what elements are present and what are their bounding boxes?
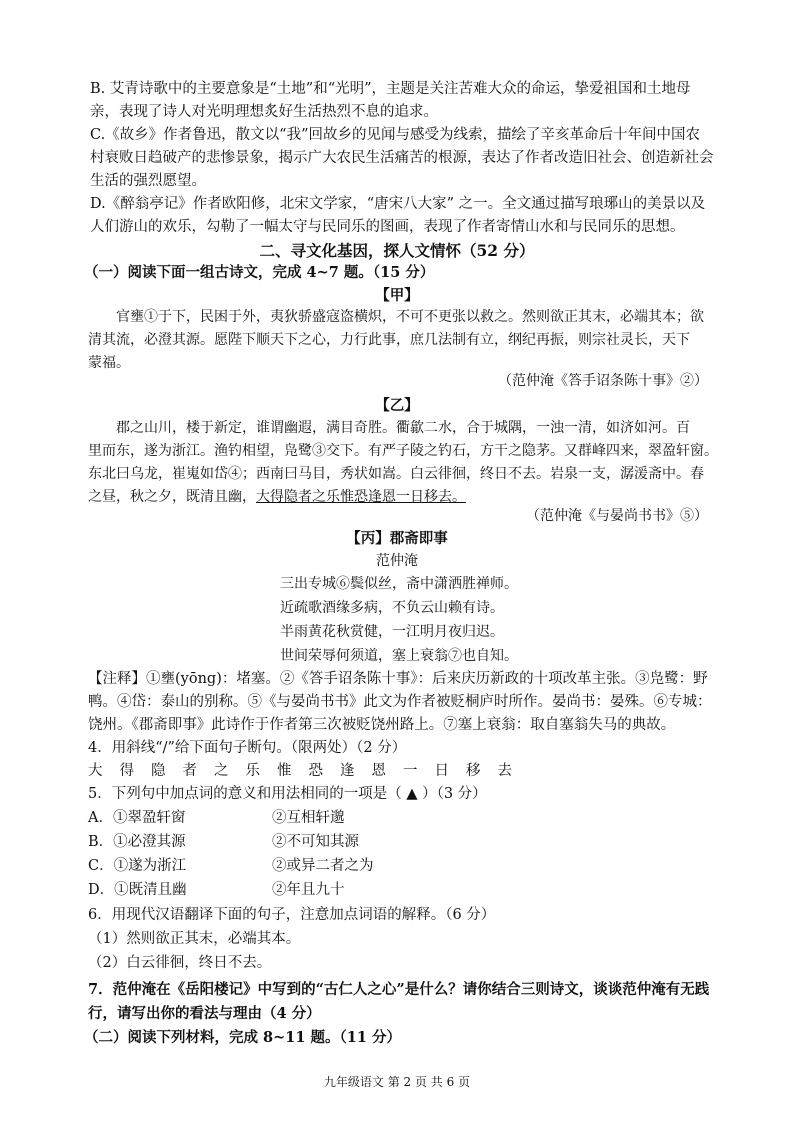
q5-option-b-left: B．①必澄其源 bbox=[88, 834, 186, 850]
option-c-line3: 生活的强烈愿望。 bbox=[90, 173, 206, 189]
part-one-heading: （一）阅读下面一组古诗文，完成 4~7 题。（15 分） bbox=[84, 264, 435, 281]
option-d-line2: 人们游山的欢乐，勾勒了一幅太守与民同乐的图画，表现了作者寄情山水和与民同乐的思想。 bbox=[90, 219, 685, 235]
passage-yi-line3: 东北曰乌龙，崔嵬如岱④；西南曰马目，秀状如嵩。白云徘徊，终日不去。岩泉一支，潺湲斋中。春 bbox=[88, 466, 704, 482]
notes-line1: 【注释】①壅(yōng)：堵塞。②《答手诏条陈十事》：后来庆历新政的十项改革主张。③凫鹭：野 bbox=[88, 671, 708, 687]
question-6-sentence-1: （1）然则欲正其末，必端其本。 bbox=[88, 931, 301, 947]
poem-line4: 世间荣辱何须道，塞上衰翁⑦也自知。 bbox=[280, 648, 518, 664]
q5-option-d-right: ②年且九十 bbox=[272, 882, 345, 898]
option-c-line2: 村衰败日趋破产的悲惨景象，揭示广大农民生活痛苦的根源，表达了作者改造旧社会、创造新社会 bbox=[90, 150, 714, 166]
passage-yi-source: （范仲淹《与晏尚书书》⑤） bbox=[526, 508, 708, 524]
passage-jia-line2: 清其流，必澄其源。愿陛下顺天下之心，力行此事，庶几法制有立，纲纪再振，则宗社灵长，天下 bbox=[88, 332, 690, 348]
q5-option-a-right: ②互相轩邈 bbox=[272, 810, 345, 826]
question-4-stem: 4．用斜线“/”给下面句子断句。（限两处）（2 分） bbox=[88, 740, 407, 756]
poem-author: 范仲淹 bbox=[376, 553, 418, 569]
page-footer: 九年级语文 第 2 页 共 6 页 bbox=[323, 1075, 471, 1089]
poem-line3: 半雨黄花秋赏健，一江明月夜归迟。 bbox=[280, 624, 504, 640]
question-7-line2: 行，请写出你的看法与理由（4 分） bbox=[88, 1005, 321, 1022]
passage-yi-line4-text: 之昼，秋之夕，既清且幽， bbox=[88, 489, 256, 505]
passage-jia-label: 【甲】 bbox=[375, 287, 419, 304]
underlined-sentence: 大得隐者之乐惟恐逢恩一日移去。 bbox=[256, 489, 466, 505]
notes-line2: 鸭。④岱：泰山的别称。⑤《与晏尚书书》此文为作者被贬桐庐时所作。晏尚书：晏殊。⑥专城： bbox=[88, 694, 712, 710]
option-b-line1: B. 艾青诗歌中的主要意象是“土地”和“光明”，主题是关注苦难大众的命运，挚爱祖国和土地母 bbox=[90, 81, 691, 97]
poem-line2: 近疏歌酒缘多病，不负云山赖有诗。 bbox=[280, 600, 504, 616]
passage-jia-line1: 官壅①于下，民困于外，夷狄骄盛寇盗横炽，不可不更张以救之。然则欲正其末，必端其本；欲 bbox=[116, 309, 704, 325]
poem-line1: 三出专城⑥鬓似丝，斋中潇洒胜禅师。 bbox=[280, 576, 518, 592]
question-6-stem: 6．用现代汉语翻译下面的句子，注意加点词语的解释。（6 分） bbox=[88, 907, 496, 923]
option-d-line1: D.《醉翁亭记》作者欧阳修，北宋文学家，“唐宋八大家” 之一。全文通过描写琅琊山的美景以及 bbox=[90, 196, 706, 212]
passage-yi-line4 bbox=[88, 487, 466, 507]
q5-option-a-left: A．①翠盈轩窗 bbox=[88, 810, 186, 826]
part-two-heading: （二）阅读下列材料，完成 8~11 题。（11 分） bbox=[84, 1029, 401, 1046]
passage-jia-source: （范仲淹《答手诏条陈十事》②） bbox=[498, 373, 708, 389]
section-title: 二、寻文化基因，探人文情怀（52 分） bbox=[259, 241, 535, 260]
notes-line3: 饶州。《郡斋即事》此诗作于作者第三次被贬饶州路上。⑦塞上衰翁：取自塞翁失马的典故。 bbox=[88, 717, 676, 733]
question-5-stem: 5．下列句中加点词的意义和用法相同的一项是（ ▲ ）（3 分） bbox=[88, 786, 487, 802]
passage-jia-line3: 蒙福。 bbox=[88, 355, 130, 371]
q5-option-b-right: ②不可知其源 bbox=[272, 834, 359, 850]
q5-option-c-right: ②或异二者之为 bbox=[272, 858, 374, 874]
option-b-line2: 亲，表现了诗人对光明理想炙好生活热烈不息的追求。 bbox=[90, 104, 438, 120]
question-6-sentence-2: （2）白云徘徊，终日不去。 bbox=[88, 955, 272, 971]
option-c-line1: C.《故乡》作者鲁迅，散文以“我”回故乡的见闻与感受为线索，描绘了辛亥革命后十年间中国农 bbox=[90, 127, 701, 143]
poem-title: 【丙】郡斋即事 bbox=[346, 530, 448, 547]
question-7-line1: 7．范仲淹在《岳阳楼记》中写到的“古仁人之心”是什么？请你结合三则诗文，谈谈范仲淹有无践 bbox=[88, 981, 710, 998]
passage-yi-line2: 里而东，遂为浙江。渔钓相望，凫鹭③交下。有严子陵之钓石，方干之隐茅。又群峰四来，翠盈轩窗。 bbox=[88, 443, 718, 459]
question-4-sentence: 大得隐者之乐惟恐逢恩一日移去 bbox=[88, 763, 529, 779]
passage-yi-label: 【乙】 bbox=[375, 397, 419, 414]
q5-option-c-left: C．①遂为浙江 bbox=[88, 858, 187, 874]
passage-yi-line1: 郡之山川，楼于新定，谁谓幽遐，满目奇胜。衢歙二水，合于城隅，一浊一清，如济如河。百 bbox=[116, 420, 690, 436]
q5-option-d-left: D．①既清且幽 bbox=[88, 882, 187, 898]
